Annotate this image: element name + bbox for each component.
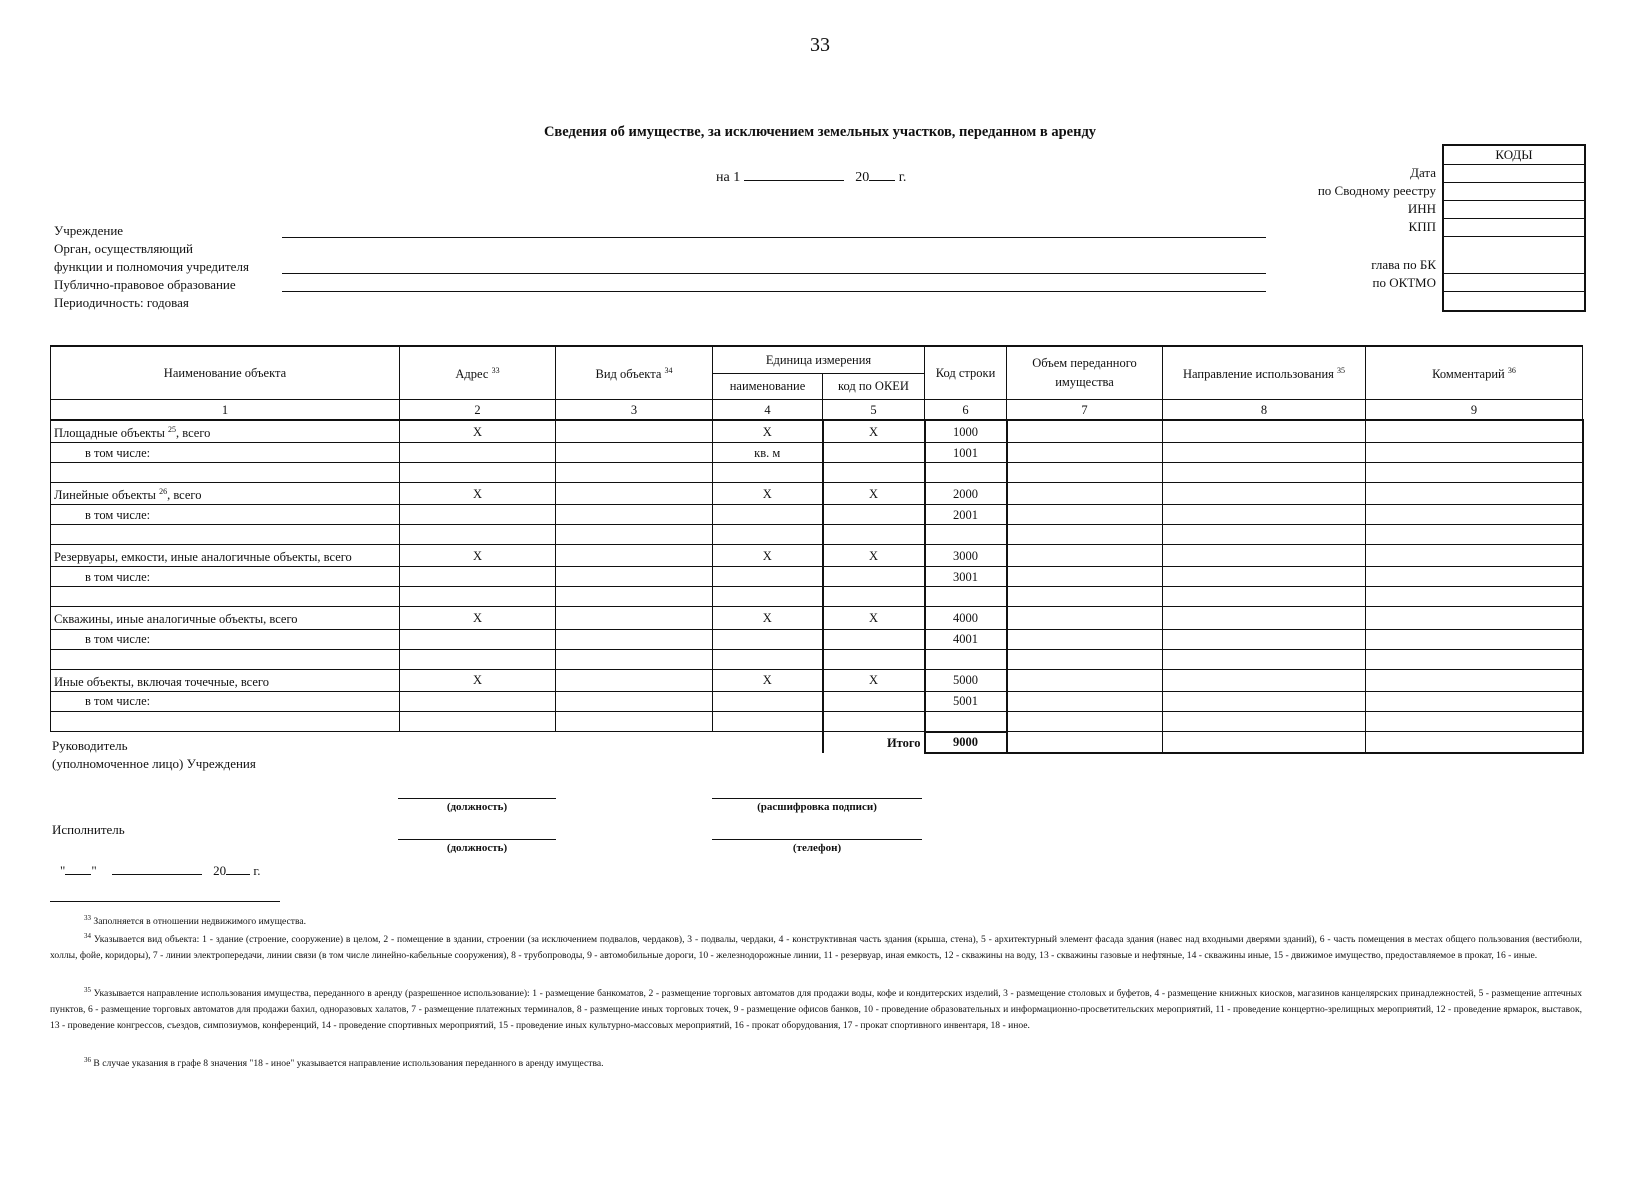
header-object-name: Наименование объекта: [51, 346, 400, 400]
table-row: [51, 545, 1583, 567]
address-cell[interactable]: [400, 505, 556, 525]
object-name-cell[interactable]: [51, 463, 400, 483]
public-entity-field[interactable]: [282, 291, 1266, 292]
date-code-cell[interactable]: [1444, 165, 1584, 183]
header-comment: Комментарий $^{36}$: [1366, 346, 1583, 400]
row-code-cell[interactable]: [925, 649, 1007, 669]
object-group-name: Иные объекты, включая точечные, всего: [51, 669, 400, 691]
page-number: 33: [810, 34, 830, 56]
unit-code-cell[interactable]: [823, 525, 925, 545]
unit-code-cell[interactable]: [823, 463, 925, 483]
inn-code-cell[interactable]: [1444, 201, 1584, 219]
comment-cell[interactable]: [1366, 545, 1583, 567]
address-cell: X: [400, 483, 556, 505]
volume-cell[interactable]: [1007, 649, 1163, 669]
object-type-cell[interactable]: [556, 607, 713, 629]
kpp-code-label: КПП: [1408, 219, 1436, 234]
unit-code-cell: X: [823, 483, 925, 505]
unit-name-cell: X: [713, 483, 823, 505]
date-year-field[interactable]: [869, 166, 895, 181]
header-row-code: Код строки: [925, 346, 1007, 400]
address-cell[interactable]: [400, 463, 556, 483]
signature-date-suffix: г.: [253, 863, 261, 878]
report-date-line: [716, 166, 906, 186]
signature-month-field[interactable]: [112, 862, 202, 875]
volume-cell[interactable]: [1007, 545, 1163, 567]
comment-cell[interactable]: [1366, 483, 1583, 505]
total-volume-cell[interactable]: [1007, 732, 1163, 753]
executor-position-field[interactable]: (должность): [398, 839, 556, 854]
volume-cell[interactable]: [1007, 607, 1163, 629]
volume-cell[interactable]: [1007, 669, 1163, 691]
unit-code-cell: X: [823, 669, 925, 691]
table-row: [51, 567, 1583, 587]
unit-name-cell[interactable]: [713, 567, 823, 587]
footnote-35: $^{35}$ Указывается направление использования имущества, переданного в аренду (разрешенное использование): 1 - размещение банкоматов, 2 - размещение торговых автоматов для продажи воды, кофе и кондитерских изделий, 3 - размещение столовых и буфетов, 4 - размещение книжных киосков, магазинов канцелярских принадлежностей, 5 - размещение аптечных пунктов, 6 - размещение торговых автоматов для продажи бахил, одноразовых халатов, 7 - размещение платежных терминалов, 8 - размещение иных торговых точек, 9 - размещение офисов банков, 10 - проведение образовательных и информационно-просветительских мероприятий, 11 - проведение концертно-зрелищных мероприятий, 12 - проведение ярмарок, выставок, 13 - проведение конгрессов, съездов, симпозиумов, конференций, 14 - проведение спортивных мероприятий, 15 - проведение иных культурно-массовых мероприятий, 16 - прокат оборудования, 17 - прокат спортивного инвентаря, 18 - иное.: [50, 986, 1582, 1032]
address-cell[interactable]: [400, 691, 556, 711]
address-cell: X: [400, 545, 556, 567]
sub-row-label: в том числе:: [51, 567, 400, 587]
signature-year-prefix: 20: [213, 863, 227, 878]
comment-cell[interactable]: [1366, 525, 1583, 545]
direction-cell[interactable]: [1163, 607, 1366, 629]
organ-label-line1: Орган, осуществляющий: [54, 241, 193, 256]
volume-cell[interactable]: [1007, 629, 1163, 649]
table-row: [51, 483, 1583, 505]
row-code-cell: 3000: [925, 545, 1007, 567]
header-volume: Объем переданного имущества: [1007, 346, 1163, 400]
comment-cell[interactable]: [1366, 567, 1583, 587]
header-unit-code: код по ОКЕИ: [823, 373, 925, 400]
head-signature-decoding-field[interactable]: (расшифровка подписи): [712, 798, 922, 813]
direction-cell[interactable]: [1163, 629, 1366, 649]
object-name-cell[interactable]: [51, 649, 400, 669]
header-direction: Направление использования $^{35}$: [1163, 346, 1366, 400]
row-code-cell: 4000: [925, 607, 1007, 629]
volume-cell[interactable]: [1007, 691, 1163, 711]
comment-cell[interactable]: [1366, 691, 1583, 711]
comment-cell[interactable]: [1366, 443, 1583, 463]
unit-code-cell[interactable]: [823, 691, 925, 711]
object-type-cell[interactable]: [556, 525, 713, 545]
date-day-month-field[interactable]: [744, 166, 844, 181]
sub-row-label: в том числе:: [51, 443, 400, 463]
registry-code-label: по Сводному реестру: [1317, 183, 1436, 198]
object-type-cell[interactable]: [556, 629, 713, 649]
object-type-cell[interactable]: [556, 567, 713, 587]
sub-row-label: в том числе:: [51, 691, 400, 711]
signature-year-field[interactable]: [226, 862, 250, 875]
date-quote-close: ": [91, 863, 97, 878]
institution-field[interactable]: [282, 237, 1266, 238]
direction-cell[interactable]: [1163, 545, 1366, 567]
row-code-cell: 5001: [925, 691, 1007, 711]
object-group-name: Линейные объекты $^{26}$, всего: [51, 483, 400, 505]
object-group-name: Скважины, иные аналогичные объекты, всего: [51, 607, 400, 629]
bk-code-cell[interactable]: [1444, 237, 1584, 274]
periodicity-label: Периодичность: годовая: [54, 295, 189, 310]
unit-name-cell[interactable]: [713, 649, 823, 669]
unit-code-cell[interactable]: [823, 567, 925, 587]
unit-code-cell: X: [823, 420, 925, 443]
header-unit-name: наименование: [713, 373, 823, 400]
volume-cell[interactable]: [1007, 587, 1163, 607]
unit-code-cell[interactable]: [823, 505, 925, 525]
comment-cell[interactable]: [1366, 420, 1583, 443]
table-row: [51, 505, 1583, 525]
col-number: 4: [713, 400, 823, 421]
unit-name-cell: X: [713, 607, 823, 629]
codes-box: [1442, 144, 1586, 312]
direction-cell[interactable]: [1163, 525, 1366, 545]
address-cell[interactable]: [400, 525, 556, 545]
sub-row-label: в том числе:: [51, 505, 400, 525]
unit-name-cell[interactable]: [713, 463, 823, 483]
row-code-cell[interactable]: [925, 711, 1007, 732]
unit-name-cell: X: [713, 669, 823, 691]
address-cell: X: [400, 420, 556, 443]
executor-phone-field[interactable]: (телефон): [712, 839, 922, 854]
row-code-cell: 5000: [925, 669, 1007, 691]
address-cell[interactable]: [400, 629, 556, 649]
row-code-cell: 2001: [925, 505, 1007, 525]
footnote-36: $^{36}$ В случае указания в графе 8 значения "18 - иное" указывается направление использования переданного в аренду имущества.: [84, 1056, 604, 1070]
footnote-divider: [50, 901, 280, 902]
total-comment-cell[interactable]: [1366, 732, 1583, 753]
public-entity-label: Публично-правовое образование: [54, 277, 236, 292]
header-address: Адрес $^{33}$: [400, 346, 556, 400]
comment-cell[interactable]: [1366, 587, 1583, 607]
table-row: [51, 607, 1583, 629]
volume-cell[interactable]: [1007, 483, 1163, 505]
unit-code-cell[interactable]: [823, 649, 925, 669]
table-row: [51, 629, 1583, 649]
volume-cell[interactable]: [1007, 711, 1163, 732]
unit-code-cell[interactable]: [823, 587, 925, 607]
direction-cell[interactable]: [1163, 711, 1366, 732]
unit-code-cell[interactable]: [823, 629, 925, 649]
inn-code-label: ИНН: [1407, 201, 1436, 216]
volume-cell[interactable]: [1007, 463, 1163, 483]
unit-name-cell[interactable]: [713, 629, 823, 649]
object-name-cell[interactable]: [51, 711, 400, 732]
oktmo-code-label: по ОКТМО: [1372, 275, 1436, 290]
object-name-cell[interactable]: [51, 587, 400, 607]
col-number: 9: [1366, 400, 1583, 421]
direction-cell[interactable]: [1163, 691, 1366, 711]
date-quote-open: ": [60, 863, 66, 878]
date-prefix: на 1: [716, 170, 741, 185]
direction-cell[interactable]: [1163, 443, 1366, 463]
object-type-cell[interactable]: [556, 691, 713, 711]
date-suffix: г.: [898, 170, 907, 185]
comment-cell[interactable]: [1366, 607, 1583, 629]
registry-code-cell[interactable]: [1444, 183, 1584, 201]
address-cell: X: [400, 607, 556, 629]
direction-cell[interactable]: [1163, 649, 1366, 669]
object-type-cell[interactable]: [556, 545, 713, 567]
table-row: [51, 691, 1583, 711]
object-type-cell[interactable]: [556, 420, 713, 443]
row-code-cell[interactable]: [925, 463, 1007, 483]
direction-cell[interactable]: [1163, 567, 1366, 587]
comment-cell[interactable]: [1366, 505, 1583, 525]
table-row: [51, 463, 1583, 483]
unit-name-cell: X: [713, 420, 823, 443]
head-label-line2: (уполномоченное лицо) Учреждения: [52, 756, 256, 771]
total-spacer: [51, 732, 823, 753]
col-number: 5: [823, 400, 925, 421]
unit-name-cell: X: [713, 545, 823, 567]
sub-row-label: в том числе:: [51, 629, 400, 649]
total-row: [51, 732, 1583, 753]
unit-code-cell: X: [823, 545, 925, 567]
table-row: [51, 587, 1583, 607]
object-name-cell[interactable]: [51, 525, 400, 545]
object-type-cell[interactable]: [556, 587, 713, 607]
address-cell[interactable]: [400, 587, 556, 607]
row-code-cell: 3001: [925, 567, 1007, 587]
unit-name-cell[interactable]: кв. м: [713, 443, 823, 463]
table-row: [51, 420, 1583, 443]
volume-cell[interactable]: [1007, 505, 1163, 525]
address-cell[interactable]: [400, 443, 556, 463]
volume-cell[interactable]: [1007, 567, 1163, 587]
unit-name-cell[interactable]: [713, 505, 823, 525]
executor-label: Исполнитель: [52, 822, 125, 837]
institution-label: Учреждение: [54, 223, 124, 238]
object-type-cell[interactable]: [556, 711, 713, 732]
volume-cell[interactable]: [1007, 443, 1163, 463]
col-number: 3: [556, 400, 713, 421]
table-row: [51, 669, 1583, 691]
footnote-33: $^{33}$ Заполняется в отношении недвижимого имущества.: [84, 914, 307, 928]
volume-cell[interactable]: [1007, 525, 1163, 545]
kpp-code-cell[interactable]: [1444, 219, 1584, 237]
date-code-label: Дата: [1410, 165, 1436, 180]
address-cell[interactable]: [400, 649, 556, 669]
col-number: 8: [1163, 400, 1366, 421]
object-type-cell[interactable]: [556, 505, 713, 525]
organ-field[interactable]: [282, 273, 1266, 274]
table-row: [51, 443, 1583, 463]
object-type-cell[interactable]: [556, 443, 713, 463]
object-type-cell[interactable]: [556, 649, 713, 669]
header-unit-group: Единица измерения: [713, 346, 925, 373]
direction-cell[interactable]: [1163, 505, 1366, 525]
table-row: [51, 649, 1583, 669]
bk-code-label: глава по БК: [1371, 257, 1436, 272]
oktmo-code-cell[interactable]: [1444, 274, 1584, 292]
object-type-cell[interactable]: [556, 463, 713, 483]
organ-label-line2: функции и полномочия учредителя: [54, 259, 249, 274]
comment-cell[interactable]: [1366, 463, 1583, 483]
object-type-cell[interactable]: [556, 483, 713, 505]
direction-cell[interactable]: [1163, 669, 1366, 691]
object-type-cell[interactable]: [556, 669, 713, 691]
head-label-line1: Руководитель: [52, 738, 128, 753]
direction-cell[interactable]: [1163, 463, 1366, 483]
address-cell[interactable]: [400, 567, 556, 587]
table-row: [51, 711, 1583, 732]
head-position-field[interactable]: (должность): [398, 798, 556, 813]
signature-date-line: [60, 862, 261, 879]
comment-cell[interactable]: [1366, 629, 1583, 649]
object-group-name: Резервуары, емкости, иные аналогичные объекты, всего: [51, 545, 400, 567]
comment-cell[interactable]: [1366, 711, 1583, 732]
table-row: [51, 525, 1583, 545]
unit-name-cell[interactable]: [713, 711, 823, 732]
row-code-cell: 1001: [925, 443, 1007, 463]
row-code-cell[interactable]: [925, 587, 1007, 607]
header-object-type: Вид объекта $^{34}$: [556, 346, 713, 400]
direction-cell[interactable]: [1163, 420, 1366, 443]
empty-code-cell[interactable]: [1444, 292, 1584, 310]
unit-name-cell[interactable]: [713, 691, 823, 711]
column-numbers-row: [51, 400, 1583, 421]
address-cell[interactable]: [400, 711, 556, 732]
row-code-cell[interactable]: [925, 525, 1007, 545]
date-year-prefix: 20: [855, 170, 870, 185]
signature-day-field[interactable]: [65, 862, 91, 875]
property-table: [50, 345, 1584, 754]
unit-code-cell[interactable]: [823, 711, 925, 732]
comment-cell[interactable]: [1366, 669, 1583, 691]
total-code: 9000: [925, 732, 1007, 753]
object-group-name: Площадные объекты $^{25}$, всего: [51, 420, 400, 443]
col-number: 6: [925, 400, 1007, 421]
footnote-34: $^{34}$ Указывается вид объекта: 1 - здание (строение, сооружение) в целом, 2 - помещение в здании, строении (за исключением подвалов, чердаков), 3 - подвалы, чердаки, 4 - конструктивная часть здания (крыша, стена), 5 - архитектурный элемент фасада здания (навес над входными дверями зданий), 6 - часть помещения в местах общего пользования (вестибюли, холлы, фойе, коридоры), 7 - линии электропередачи, линии связи (в том числе линейно-кабельные сооружения), 8 - трубопроводы, 9 - автомобильные дороги, 10 - железнодорожные линии, 11 - резервуар, иная емкость, 12 - скважины на воду, 13 - скважины газовые и нефтяные, 14 - скважины иные, 15 - движимое имущество, предоставляемое в прокат, 16 - иные.: [50, 932, 1582, 962]
direction-cell[interactable]: [1163, 587, 1366, 607]
comment-cell[interactable]: [1366, 649, 1583, 669]
unit-name-cell[interactable]: [713, 587, 823, 607]
total-label: Итого: [823, 732, 925, 753]
direction-cell[interactable]: [1163, 483, 1366, 505]
col-number: 7: [1007, 400, 1163, 421]
row-code-cell: 2000: [925, 483, 1007, 505]
page-title: Сведения об имуществе, за исключением земельных участков, переданном в аренду: [543, 124, 1097, 140]
row-code-cell: 1000: [925, 420, 1007, 443]
col-number: 2: [400, 400, 556, 421]
row-code-cell: 4001: [925, 629, 1007, 649]
codes-header: КОДЫ: [1444, 146, 1584, 165]
unit-name-cell[interactable]: [713, 525, 823, 545]
address-cell: X: [400, 669, 556, 691]
unit-code-cell[interactable]: [823, 443, 925, 463]
volume-cell[interactable]: [1007, 420, 1163, 443]
total-direction-cell[interactable]: [1163, 732, 1366, 753]
unit-code-cell: X: [823, 607, 925, 629]
col-number: 1: [51, 400, 400, 421]
